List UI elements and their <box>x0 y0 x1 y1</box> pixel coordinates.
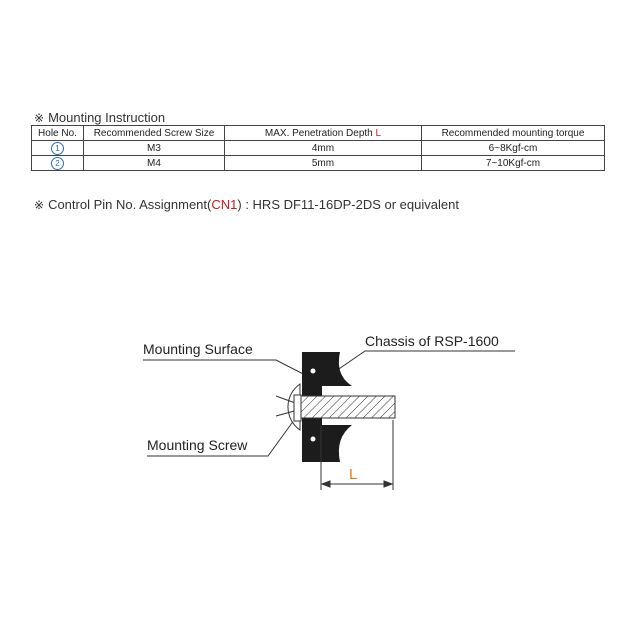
chassis-label: Chassis of RSP-1600 <box>365 333 499 349</box>
depth-cell: 4mm <box>225 141 422 156</box>
header-hole-no: Hole No. <box>32 126 84 141</box>
header-torque: Recommended mounting torque <box>422 126 605 141</box>
mounting-screw-label: Mounting Screw <box>147 437 248 453</box>
reference-mark-icon: ※ <box>34 111 45 125</box>
header-penetration-depth: MAX. Penetration Depth L <box>225 126 422 141</box>
screw-size-cell: M4 <box>84 156 225 171</box>
reference-mark-icon: ※ <box>34 198 45 212</box>
torque-cell: 6~8Kgf-cm <box>422 141 605 156</box>
screw-shaft <box>300 396 395 418</box>
table-row <box>32 141 605 156</box>
header-screw-size: Recommended Screw Size <box>84 126 225 141</box>
depth-l-label: L <box>349 466 358 483</box>
leader-lines <box>143 351 515 456</box>
screw-size-cell: M3 <box>84 141 225 156</box>
mounting-instruction-title <box>34 110 165 125</box>
depth-l-symbol: L <box>375 127 382 139</box>
screw-head <box>276 384 301 430</box>
cn1-highlight: CN1 <box>211 197 238 212</box>
control-pin-assignment: ※ Control Pin No. Assignment(CN1) : HRS DF11-16DP-2DS or equivalent <box>34 197 459 212</box>
mounting-title-text: Mounting Instruction <box>48 110 166 125</box>
hole-number-cell <box>32 156 84 171</box>
mounting-surface-plate <box>302 352 352 462</box>
torque-cell: 7~10Kgf-cm <box>422 156 605 171</box>
hole-number-1: 1 <box>51 142 64 155</box>
mounting-surface-label: Mounting Surface <box>143 341 253 357</box>
depth-cell: 5mm <box>225 156 422 171</box>
table-row <box>32 156 605 171</box>
mounting-table <box>31 125 605 171</box>
hole-number-cell <box>32 141 84 156</box>
hole-number-2: 2 <box>51 157 64 170</box>
table-header-row <box>32 126 605 141</box>
depth-dimension <box>321 420 393 490</box>
